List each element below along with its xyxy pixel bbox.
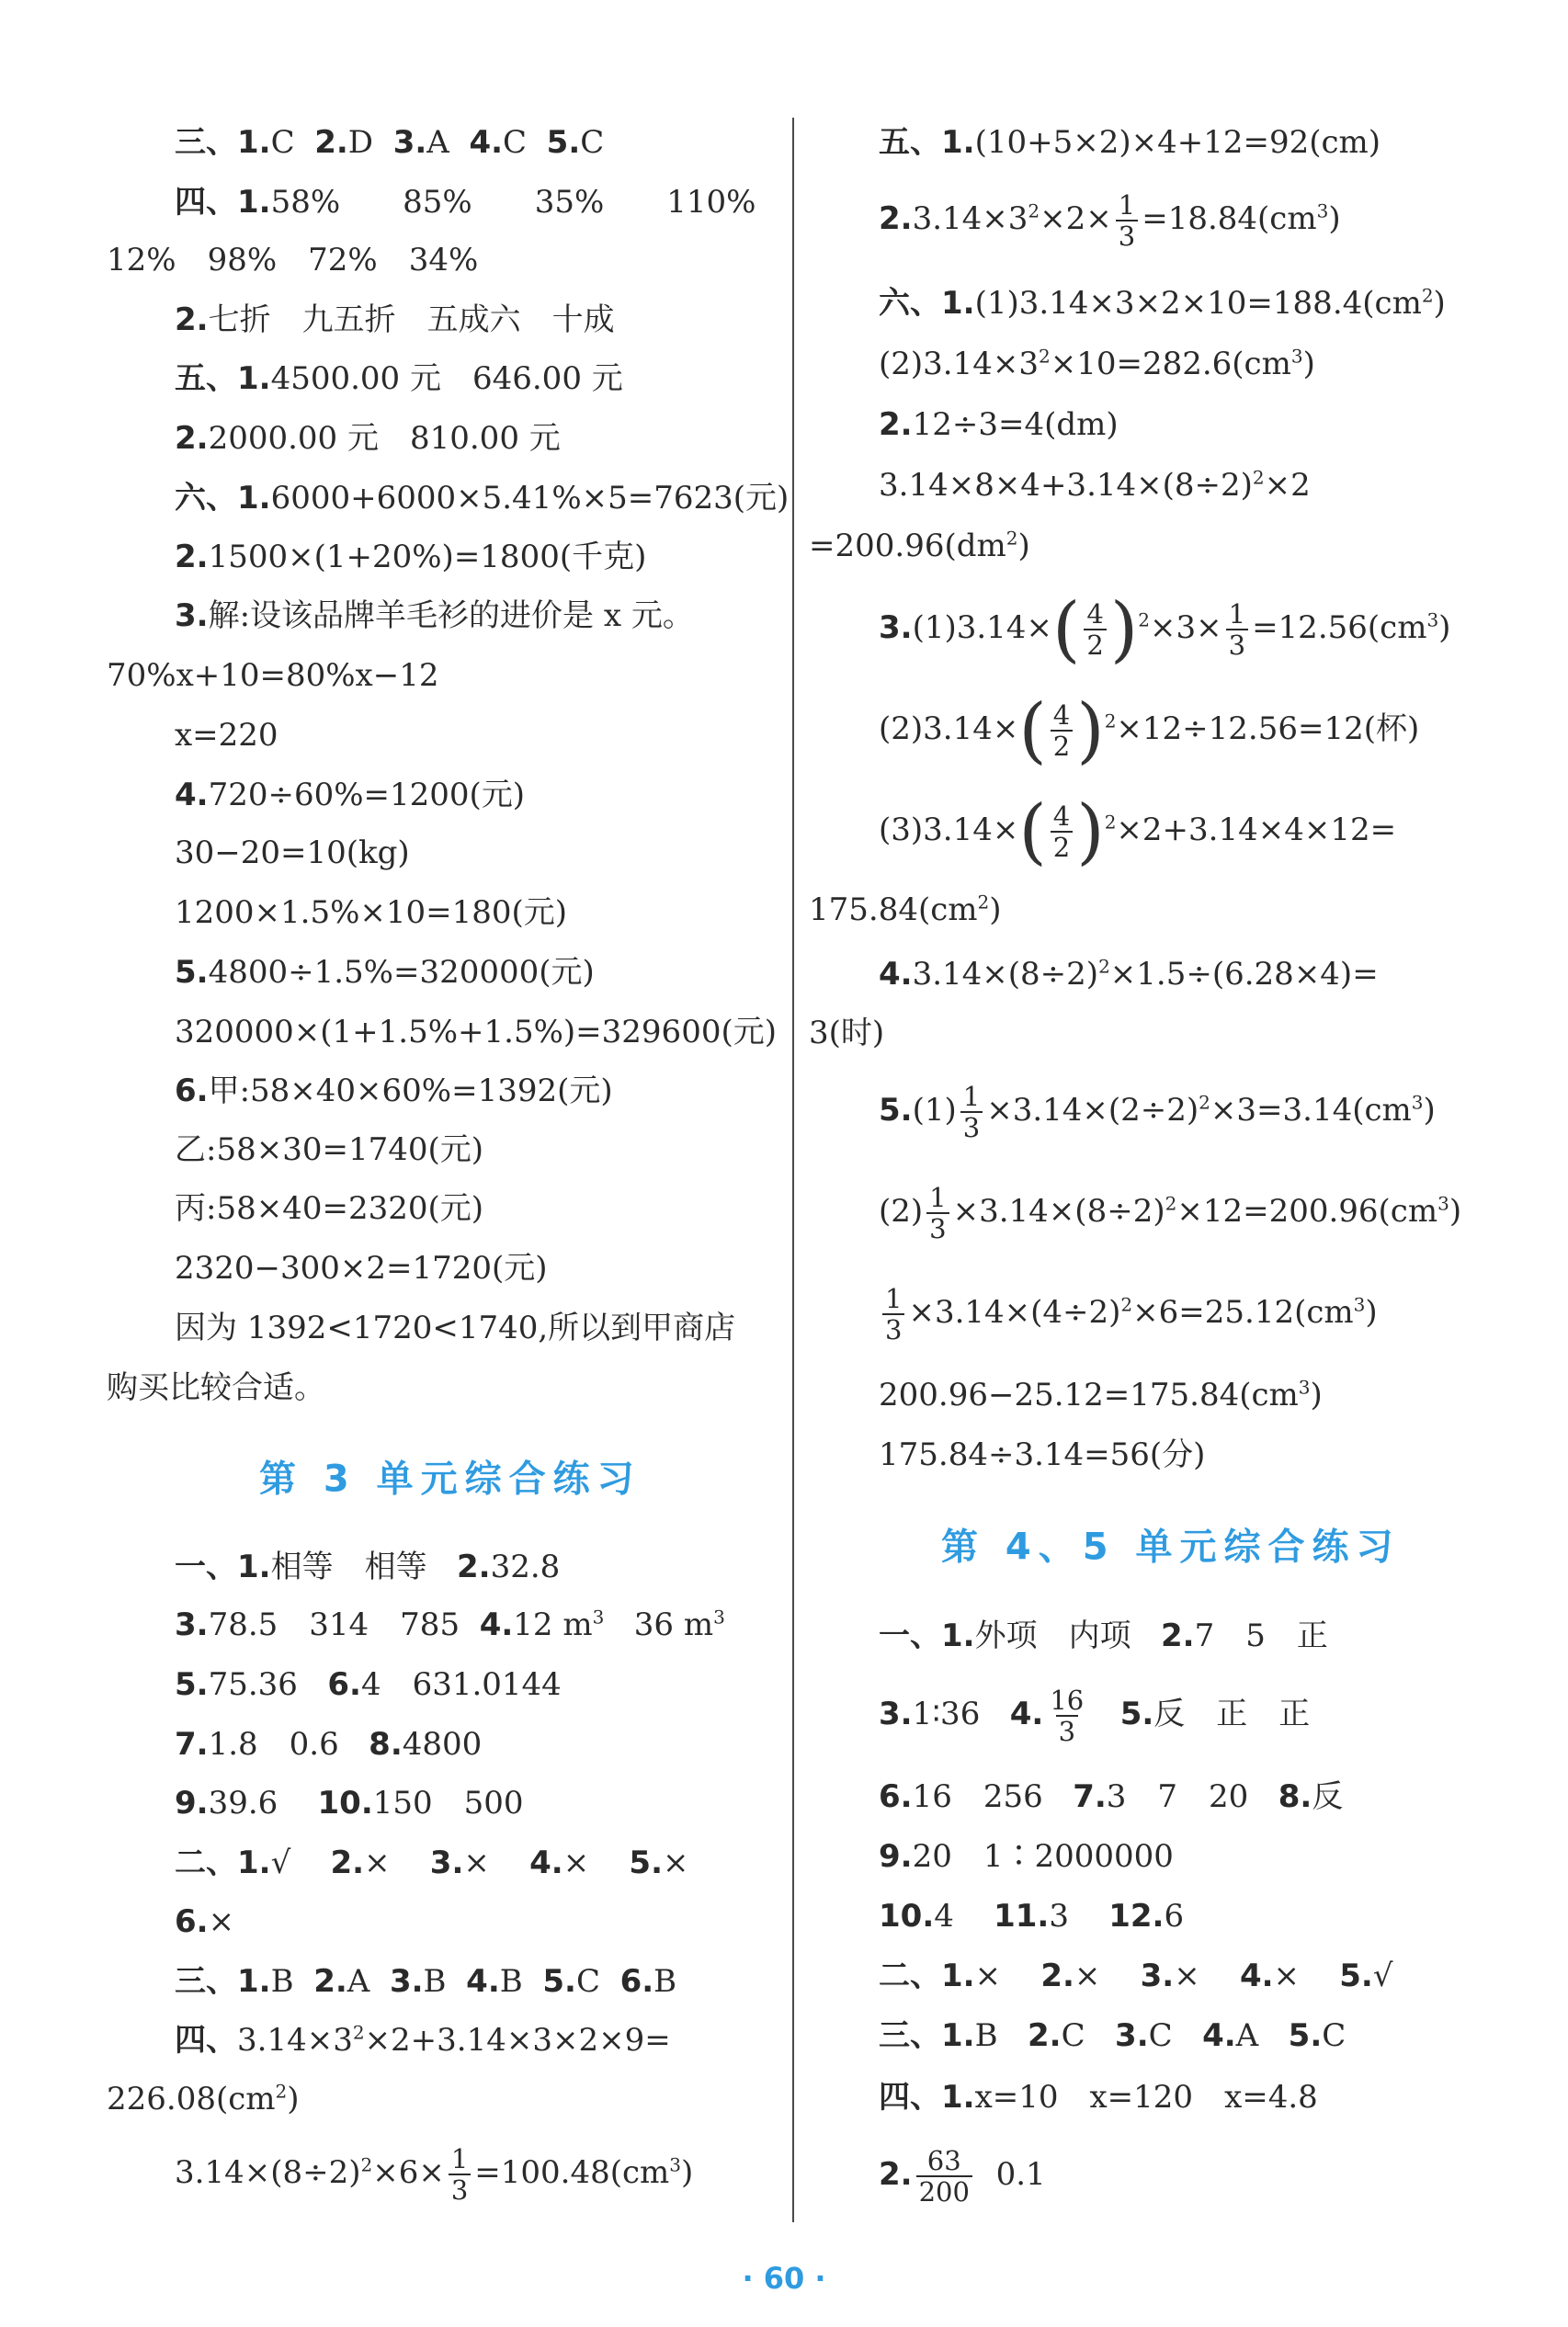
answer-line: $3.14\times(8\div 2)^2\times 6\times$ $\frac{1}{3}$ $=100.48(cm^3)$ [175, 2143, 694, 2206]
fraction: $\frac{4}{2}$ [1051, 700, 1073, 761]
answer-line: 70%x+10=80%x−12 [107, 657, 439, 694]
answer-line: 3.78.5 314 785 4.12 $m^3$ 36 $m^3$ [175, 1606, 725, 1643]
fraction: $\frac{4}{2}$ [1051, 801, 1073, 862]
answer-line: 乙:58×30=1740(元) [175, 1131, 484, 1168]
answer-line: (2) $\frac{1}{3}$ $\times 3.14\times(8\div 2)^2\times 12=200.96(cm^3)$ [879, 1182, 1462, 1244]
fraction: $\frac{1}{3}$ [1116, 190, 1138, 251]
fraction: $\frac{16}{3}$ [1050, 1685, 1085, 1747]
answer-line: 2320−300×2=1720(元) [175, 1250, 548, 1287]
section-title: 第 3 单元综合练习 [259, 1458, 642, 1501]
answer-line: 320000×(1+1.5%+1.5%)=329600(元) [175, 1014, 777, 1050]
answer-line: $2.3.14\times 3^2\times 2\times$ $\frac{1}{3}$ $=18.84(cm^3)$ [879, 189, 1341, 252]
answer-line: $175.84(cm^2)$ [809, 891, 1002, 928]
answer-line: 3.解:设该品牌羊毛衫的进价是 x 元。 [175, 597, 694, 634]
answer-line: 2. $\frac{63}{200}$ 0.1 [879, 2145, 1046, 2208]
fraction: $\frac{1}{3}$ [449, 2144, 471, 2205]
section-title: 第 4、5 单元综合练习 [941, 1526, 1401, 1569]
fraction: $\frac{63}{200}$ [916, 2146, 972, 2207]
column-divider [792, 118, 794, 2222]
answer-line: 2.2000.00 元 810.00 元 [175, 420, 561, 457]
answer-line: 2.12÷3=4(dm) [879, 406, 1119, 443]
answer-line: 4.720÷60%=1200(元) [175, 777, 526, 813]
answer-line: 10.4 11.3 12.6 [879, 1898, 1185, 1935]
fraction: $\frac{1}{3}$ [882, 1284, 904, 1345]
answer-line: $200.96-25.12=175.84(cm^3)$ [879, 1376, 1323, 1413]
answer-line: 四、$3.14\times 3^2\times 2+3.14\times 3\times 2\times 9=$ [175, 2021, 671, 2059]
answer-line: $226.08(cm^2)$ [107, 2080, 300, 2117]
fraction: $\frac{1}{3}$ [926, 1183, 949, 1243]
fraction: $\frac{1}{3}$ [960, 1082, 983, 1142]
answer-line: 六、$1.(1)3.14\times 3\times 2\times 10=188.4(cm^2)$ [879, 284, 1446, 322]
answer-line: $(2)3.14\times 3^2\times 10=282.6(cm^3)$ [879, 345, 1315, 382]
answer-line: 5.(1) $\frac{1}{3}$ $\times 3.14\times(2\div 2)^2\times 3=3.14(cm^3)$ [879, 1081, 1436, 1143]
answer-line: $3.14\times 8\times 4+3.14\times(8\div 2)^2\times 2$ [879, 466, 1311, 504]
answer-line: 175.84÷3.14=56(分) [879, 1436, 1206, 1473]
answer-line: 9.39.6 10.150 500 [175, 1785, 524, 1822]
answer-line: 三、1.B 2.A 3.B 4.B 5.C 6.B [175, 1963, 677, 2000]
page-number: · 60 · [742, 2261, 826, 2296]
answer-line: 六、1.6000+6000×5.41%×5=7623(元) [175, 480, 790, 516]
answer-line: 二、1.√ 2.× 3.× 4.× 5.× [175, 1845, 689, 1881]
answer-line: 一、1.相等 相等 2.32.8 [175, 1549, 561, 1585]
answer-line: 四、1.x=10 x=120 x=4.8 [879, 2079, 1318, 2116]
answer-line: $\frac{1}{3}$ $\times 3.14\times(4\div 2)^2\times 6=25.12(cm^3)$ [879, 1284, 1378, 1345]
answer-line: 二、1.× 2.× 3.× 4.× 5.√ [879, 1958, 1393, 1994]
answer-line: 1200×1.5%×10=180(元) [175, 894, 568, 931]
answer-line: 5.75.36 6.4 631.0144 [175, 1666, 562, 1703]
answer-line: 9.20 1∶2000000 [879, 1838, 1174, 1875]
answer-line: 5.4800÷1.5%=320000(元) [175, 954, 595, 991]
answer-line: 一、1.外项 内项 2.7 5 正 [879, 1618, 1328, 1654]
answer-line: 三、1.C 2.D 3.A 4.C 5.C [175, 124, 605, 161]
answer-line: 6.× [175, 1903, 235, 1940]
answer-line: $4.3.14\times(8\div 2)^2\times 1.5\div(6.28\times 4)=$ [879, 955, 1379, 993]
answer-line: 3.1∶36 4. $\frac{16}{3}$ 5.反 正 正 [879, 1685, 1311, 1747]
answer-line: 购买比较合适。 [107, 1369, 325, 1406]
answer-line: 7.1.8 0.6 8.4800 [175, 1726, 483, 1763]
answer-line: 五、1.(10+5×2)×4+12=92(cm) [879, 124, 1381, 161]
answer-line: 因为 1392<1720<1740,所以到甲商店 [175, 1310, 736, 1346]
answer-line: 3.(1)3.14×( $\frac{4}{2}$ )$^2$×3× $\frac{1}{3}$ $=12.56(cm^3)$ [879, 588, 1451, 671]
fraction: $\frac{4}{2}$ [1084, 599, 1106, 660]
answer-line: 12% 98% 72% 34% [107, 242, 479, 278]
answer-line: (2)3.14×( $\frac{4}{2}$ )$^2$×12÷12.56=12(杯) [879, 689, 1420, 772]
fraction: $\frac{1}{3}$ [1226, 599, 1248, 660]
answer-line: 四、1.58% 85% 35% 110% [175, 184, 756, 221]
answer-line: $=200.96(dm^2)$ [809, 527, 1030, 564]
answer-line: 3(时) [809, 1015, 885, 1051]
answer-line: 丙:58×40=2320(元) [175, 1190, 484, 1227]
answer-line: 2.1500×(1+20%)=1800(千克) [175, 539, 647, 575]
answer-line: 三、1.B 2.C 3.C 4.A 5.C [879, 2017, 1346, 2054]
answer-line: x=220 [175, 717, 278, 754]
answer-line: 6.甲:58×40×60%=1392(元) [175, 1073, 613, 1109]
answer-line: (3)3.14×( $\frac{4}{2}$ )$^2$×2+3.14×4×12= [879, 790, 1397, 873]
answer-line: 30−20=10(kg) [175, 834, 410, 871]
answer-line: 2.七折 九五折 五成六 十成 [175, 301, 615, 338]
answer-line: 6.16 256 7.3 7 20 8.反 [879, 1778, 1344, 1815]
answer-line: 五、1.4500.00 元 646.00 元 [175, 360, 623, 397]
